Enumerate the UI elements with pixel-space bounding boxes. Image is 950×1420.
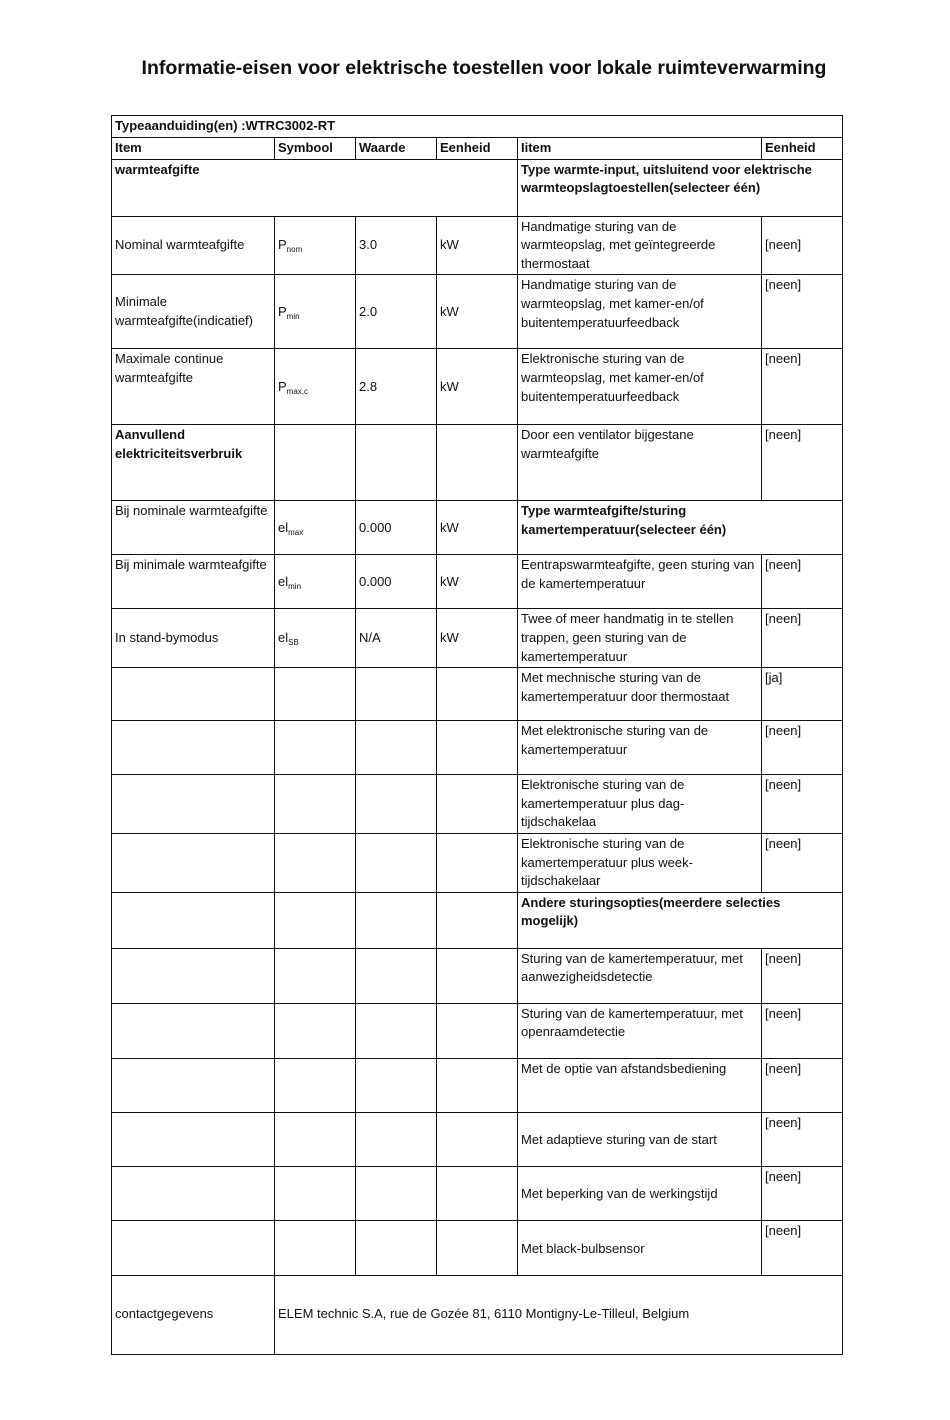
electronic-week-label: Elektronische sturing van de kamertemperatuur plus week-tijdschakelaar xyxy=(518,833,762,892)
table-row xyxy=(112,892,843,948)
table-row xyxy=(112,1220,843,1275)
electronic-feedback-value: [neen] xyxy=(762,349,843,425)
electronic-week-value: [neen] xyxy=(762,833,843,892)
table-row xyxy=(112,1058,843,1112)
aux-heading: Aanvullend elektriciteitsverbruik xyxy=(112,425,275,501)
adaptive-value: [neen] xyxy=(762,1112,843,1166)
table-row xyxy=(112,275,843,349)
table-row xyxy=(112,948,843,1003)
electronic-day-value: [neen] xyxy=(762,775,843,834)
contact-row xyxy=(112,1275,843,1354)
el-nominal-symbol: $el_{max}$ xyxy=(275,501,356,555)
contact-label: contactgegevens xyxy=(112,1275,275,1354)
presence-value: [neen] xyxy=(762,948,843,1003)
header-item-right: Iitem xyxy=(518,137,762,159)
fan-assisted-label: Door een ventilator bijgestane warmteafgifte xyxy=(518,425,762,501)
maximum-value: 2.8 xyxy=(356,349,437,425)
two-or-more-value: [neen] xyxy=(762,609,843,668)
heat-input-heading: Type warmte-input, uitsluitend voor elektrische warmteopslagtoestellen(selecteer één) xyxy=(518,159,843,216)
el-minimum-unit: kW xyxy=(437,555,518,609)
electronic-value: [neen] xyxy=(762,721,843,775)
electronic-day-label: Elektronische sturing van de kamertemperatuur plus dag-tijdschakelaa xyxy=(518,775,762,834)
header-unit-right: Eenheid xyxy=(762,137,843,159)
single-stage-label: Eentrapswarmteafgifte, geen sturing van de kamertemperatuur xyxy=(518,555,762,609)
header-value: Waarde xyxy=(356,137,437,159)
info-table xyxy=(111,115,843,1355)
heat-output-heading: warmteafgifte xyxy=(112,159,518,216)
table-row xyxy=(112,668,843,721)
electronic-feedback-label: Elektronische sturing van de warmteopslag, met kamer-en/of buitentemperatuurfeedback xyxy=(518,349,762,425)
remote-value: [neen] xyxy=(762,1058,843,1112)
el-minimum-label: Bij minimale warmteafgifte xyxy=(112,555,275,609)
standby-unit: kW xyxy=(437,609,518,668)
fan-assisted-value: [neen] xyxy=(762,425,843,501)
table-row xyxy=(112,159,843,216)
other-options-heading: Andere sturingsopties(meerdere selecties mogelijk) xyxy=(518,892,843,948)
standby-symbol: $el_{SB}$ xyxy=(275,609,356,668)
table-row xyxy=(112,1166,843,1220)
manual-feedback-label: Handmatige sturing van de warmteopslag, met kamer-en/of buitentemperatuurfeedback xyxy=(518,275,762,349)
mechanical-label: Met mechnische sturing van de kamertemperatuur door thermostaat xyxy=(518,668,762,721)
table-row xyxy=(112,501,843,555)
table-row xyxy=(112,1003,843,1058)
nominal-symbol: $P_{nom}$ xyxy=(275,216,356,275)
header-symbol: Symbool xyxy=(275,137,356,159)
table-row xyxy=(112,555,843,609)
control-heading: Type warmteafgifte/sturing kamertemperatuur(selecteer één) xyxy=(518,501,843,555)
mechanical-value: [ja] xyxy=(762,668,843,721)
maximum-unit: kW xyxy=(437,349,518,425)
header-item: Item xyxy=(112,137,275,159)
adaptive-label: Met adaptieve sturing van de start xyxy=(518,1112,762,1166)
minimum-label: Minimale warmteafgifte(indicatief) xyxy=(112,275,275,349)
table-row xyxy=(112,349,843,425)
maximum-label: Maximale continue warmteafgifte xyxy=(112,349,275,425)
standby-label: In stand-bymodus xyxy=(112,609,275,668)
two-or-more-label: Twee of meer handmatig in te stellen trappen, geen sturing van de kamertemperatuur xyxy=(518,609,762,668)
black-bulb-value: [neen] xyxy=(762,1220,843,1275)
table-row xyxy=(112,609,843,668)
working-time-label: Met beperking van de werkingstijd xyxy=(518,1166,762,1220)
page-title: Informatie-eisen voor elektrische toestellen voor lokale ruimteverwarming xyxy=(141,57,827,79)
black-bulb-label: Met black-bulbsensor xyxy=(518,1220,762,1275)
minimum-value: 2.0 xyxy=(356,275,437,349)
manual-integrated-value: [neen] xyxy=(762,216,843,275)
presence-label: Sturing van de kamertemperatuur, met aanwezigheidsdetectie xyxy=(518,948,762,1003)
standby-value: N/A xyxy=(356,609,437,668)
el-nominal-unit: kW xyxy=(437,501,518,555)
open-window-value: [neen] xyxy=(762,1003,843,1058)
header-row xyxy=(112,137,843,159)
model-designation: Typeaanduiding(en) :WTRC3002-RT xyxy=(112,116,843,138)
table-row xyxy=(112,775,843,834)
nominal-label: Nominal warmteafgifte xyxy=(112,216,275,275)
nominal-unit: kW xyxy=(437,216,518,275)
manual-feedback-value: [neen] xyxy=(762,275,843,349)
el-minimum-symbol: $el_{min}$ xyxy=(275,555,356,609)
table-row xyxy=(112,216,843,275)
open-window-label: Sturing van de kamertemperatuur, met openraamdetectie xyxy=(518,1003,762,1058)
minimum-unit: kW xyxy=(437,275,518,349)
table-row xyxy=(112,1112,843,1166)
manual-integrated-label: Handmatige sturing van de warmteopslag, met geïntegreerde thermostaat xyxy=(518,216,762,275)
el-nominal-value: 0.000 xyxy=(356,501,437,555)
table-row xyxy=(112,721,843,775)
remote-label: Met de optie van afstandsbediening xyxy=(518,1058,762,1112)
header-unit: Eenheid xyxy=(437,137,518,159)
working-time-value: [neen] xyxy=(762,1166,843,1220)
el-nominal-label: Bij nominale warmteafgifte xyxy=(112,501,275,555)
maximum-symbol: $P_{max,c}$ xyxy=(275,349,356,425)
electronic-label: Met elektronische sturing van de kamertemperatuur xyxy=(518,721,762,775)
table-row xyxy=(112,425,843,501)
el-minimum-value: 0.000 xyxy=(356,555,437,609)
minimum-symbol: $P_{min}$ xyxy=(275,275,356,349)
model-row xyxy=(112,116,843,138)
contact-value: ELEM technic S.A, rue de Gozée 81, 6110 Montigny-Le-Tilleul, Belgium xyxy=(275,1275,843,1354)
nominal-value: 3.0 xyxy=(356,216,437,275)
single-stage-value: [neen] xyxy=(762,555,843,609)
table-row xyxy=(112,833,843,892)
